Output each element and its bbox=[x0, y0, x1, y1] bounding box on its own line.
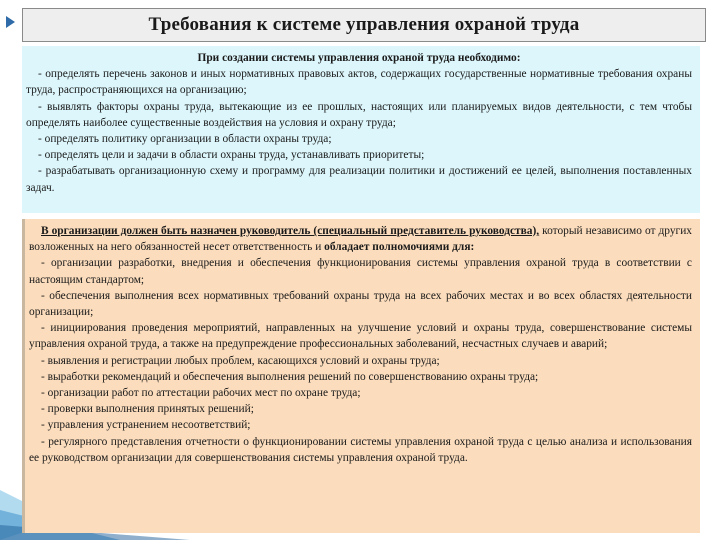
responsibility-item: - выработки рекомендаций и обеспечения выполнения решений по совершенствованию охраны труда; bbox=[41, 370, 539, 383]
requirement-item: - определять перечень законов и иных нормативных правовых актов, содержащих государственные нормативные требования охраны труда, распространяющихся на организацию; bbox=[26, 68, 692, 97]
requirement-item: - определять цели и задачи в области охраны труда, устанавливать приоритеты; bbox=[38, 149, 425, 162]
lead-middle-text: который независимо от других возложенных на него обязанностей несет ответственность и bbox=[29, 225, 692, 254]
lead-underlined-text: В организации должен быть назначен руководитель (специальный представитель руководства), bbox=[41, 225, 540, 237]
responsibility-item: - проверки выполнения принятых решений; bbox=[41, 403, 254, 416]
responsibility-item: - организации разработки, внедрения и обеспечения функционирования системы управления охраной труда в соответствии с настоящим стандартом; bbox=[29, 257, 692, 286]
requirements-panel bbox=[22, 46, 700, 213]
responsibility-item: - инициирования проведения мероприятий, направленных на улучшение условий и охраны труда, совершенствование системы управления охраной труда, а также на предупреждение профессиональных заболеваний, несчастных случаев и аварий; bbox=[29, 322, 692, 351]
responsibility-item: - обеспечения выполнения всех нормативных требований охраны труда на всех рабочих местах и во всех областях деятельности организации; bbox=[29, 289, 692, 319]
slide-bullet-icon bbox=[6, 16, 15, 28]
page-title: Требования к системе управления охраной труда bbox=[22, 8, 706, 42]
responsibility-item: - регулярного представления отчетности о функционировании системы управления охраной труда с целью анализа и использования ее руководством организации для совершенствования системы управления охраной труда. bbox=[29, 435, 692, 464]
lead-bold-text: обладает полномочиями для: bbox=[324, 241, 475, 254]
responsibility-item: - управления устранением несоответствий; bbox=[41, 419, 251, 432]
responsibility-item: - организации работ по аттестации рабочих мест по охране труда; bbox=[41, 387, 361, 400]
requirements-heading: При создании системы управления охраной труда необходимо: bbox=[197, 52, 521, 64]
requirement-item: - определять политику организации в области охраны труда; bbox=[38, 133, 332, 146]
requirement-item: - разрабатывать организационную схему и программу для реализации политики и достижений ее целей, выполнения поставленных задач. bbox=[26, 165, 692, 194]
responsibilities-panel bbox=[22, 219, 700, 533]
requirement-item: - выявлять факторы охраны труда, вытекающие из ее прошлых, настоящих или планируемых видов деятельности, с тем чтобы определять наиболее существенные воздействия на условия и охрану труда; bbox=[26, 100, 692, 129]
responsibilities-lead bbox=[29, 223, 692, 255]
responsibility-item: - выявления и регистрации любых проблем, касающихся условий и охраны труда; bbox=[41, 354, 440, 367]
